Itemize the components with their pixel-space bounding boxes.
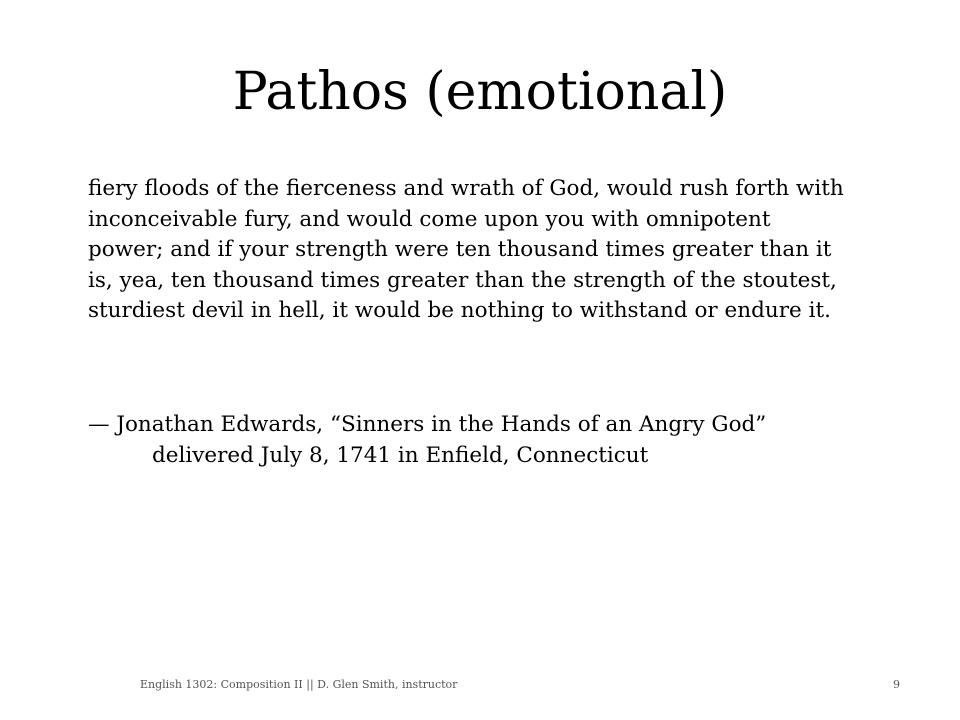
quote-body [88, 174, 918, 327]
slide-title: Pathos (emotional) [232, 62, 728, 122]
footer-text: English 1302: Composition II || D. Glen Smith, instructor [140, 678, 458, 691]
quote-line: sturdiest devil in hell, it would be nothing to withstand or endure it. [88, 298, 831, 323]
slide-number: 9 [893, 678, 900, 691]
attribution-date-line: delivered July 8, 1741 in Enfield, Connecticut [152, 442, 649, 468]
quote-attribution [88, 410, 918, 471]
quote-line: is, yea, ten thousand times greater than the strength of the stoutest, [88, 267, 837, 293]
attribution-author-line: — Jonathan Edwards, “Sinners in the Hands of an Angry God” [88, 412, 767, 437]
quote-line: fiery floods of the fierceness and wrath of God, would rush forth with [88, 176, 844, 201]
quote-line: inconceivable fury, and would come upon you with omnipotent [88, 206, 771, 232]
quote-line: power; and if your strength were ten thousand times greater than it [88, 237, 832, 262]
